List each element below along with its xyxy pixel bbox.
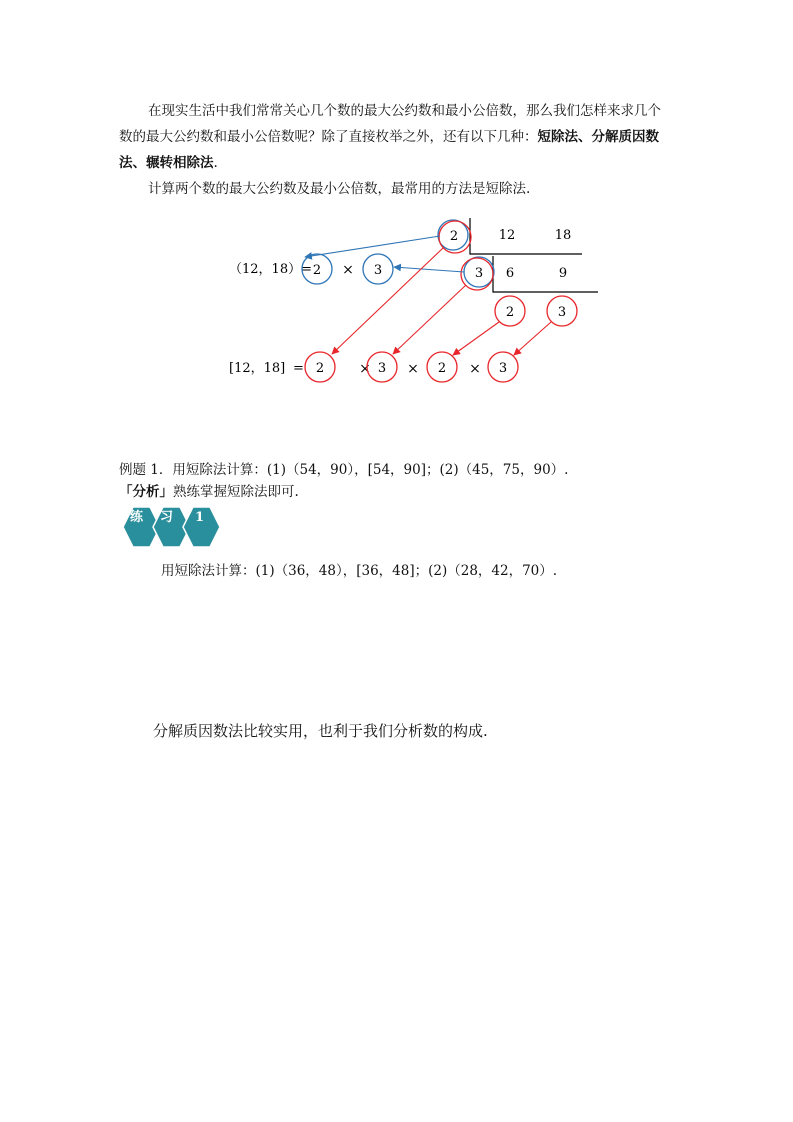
quotient-1: 2 xyxy=(505,305,515,320)
lcm-factor-3: 2 xyxy=(437,361,447,376)
row2-value-1: 6 xyxy=(505,266,515,281)
method-separator-2: 、 xyxy=(132,155,146,171)
analysis-label: 「分析」 xyxy=(119,484,173,500)
lcm-factor-2: 3 xyxy=(377,361,387,376)
lcm-factor-1: 2 xyxy=(315,361,325,376)
gcd-label: （12，18）= xyxy=(229,262,312,277)
divisor-1: 2 xyxy=(449,229,459,244)
lcm-factor-4: 3 xyxy=(498,361,508,376)
red-arrow-2 xyxy=(393,285,466,354)
common-method-text: 计算两个数的最大公约数及最小公倍数，最常用的方法是短除法. xyxy=(148,181,531,197)
practice-badge xyxy=(118,505,222,549)
intro-line-2-text: 数的最大公约数和最小公倍数呢？除了直接枚举之外，还有以下几种： xyxy=(119,129,538,145)
badge-char-1: 练 xyxy=(130,510,144,525)
example-1: 例题 1．用短除法计算：(1)（54，90），[54，90]；(2)（45，75，90）. xyxy=(119,462,569,478)
method-prime-factorization: 分解质因数 xyxy=(591,129,659,145)
lcm-equals: = xyxy=(293,361,304,376)
method-separator: 、 xyxy=(578,129,592,145)
blue-arrow-1 xyxy=(305,236,440,257)
lcm-times-1: × xyxy=(359,361,371,377)
lcm-label: [12，18] xyxy=(229,361,286,376)
method-short-division: 短除法 xyxy=(537,129,578,145)
red-arrow-3 xyxy=(453,322,499,355)
intro-line-1: 在现实生活中我们常常关心几个数的最大公约数和最小公倍数，那么我们怎样来求几个 xyxy=(148,103,661,119)
divisor-2: 3 xyxy=(474,266,484,281)
gcd-factor-1: 2 xyxy=(312,263,322,278)
lcm-times-3: × xyxy=(469,361,481,377)
badge-char-2: 习 xyxy=(160,510,174,525)
blue-arrow-2 xyxy=(394,267,464,272)
method-prime-factorization-end: 法 xyxy=(119,155,133,171)
intro-end: . xyxy=(213,155,218,171)
red-arrow-4 xyxy=(514,322,551,355)
gcd-times: × xyxy=(342,262,354,278)
lcm-times-2: × xyxy=(407,361,419,377)
row1-value-1: 12 xyxy=(498,228,516,243)
closing-text: 分解质因数法比较实用，也利于我们分析数的构成. xyxy=(153,722,488,740)
quotient-2: 3 xyxy=(557,305,567,320)
practice-text: 用短除法计算：(1)（36，48），[36，48]；(2)（28，42，70）. xyxy=(161,563,558,579)
row2-value-2: 9 xyxy=(558,266,568,281)
analysis-text: 熟练掌握短除法即可. xyxy=(173,484,299,500)
method-euclidean: 辗转相除法 xyxy=(146,155,214,171)
example-analysis xyxy=(119,480,299,505)
gcd-factor-2: 3 xyxy=(373,263,383,278)
badge-char-3: 1 xyxy=(195,510,205,525)
row1-value-2: 18 xyxy=(554,228,572,243)
